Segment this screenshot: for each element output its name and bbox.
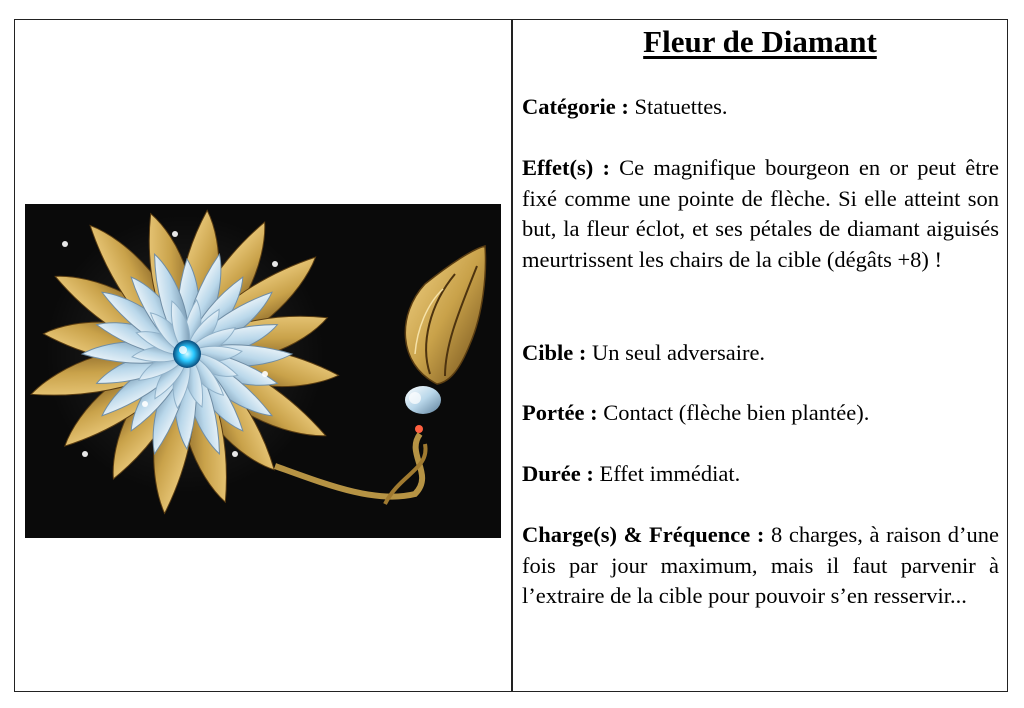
sparkle [172, 231, 178, 237]
field-label: Cible : [522, 340, 587, 365]
image-panel [15, 20, 511, 691]
field-value: 8 charges, à raison d’une fois par jour maximum, mais il faut parvenir à l’extraire de la cible pour pouvoir s’en resservir... [522, 522, 999, 608]
field-portee [522, 398, 999, 429]
field-label: Effet(s) : [522, 155, 610, 180]
field-charges [522, 520, 999, 612]
field-categorie [522, 92, 999, 123]
sparkle [142, 401, 148, 407]
field-label: Charge(s) & Fréquence : [522, 522, 765, 547]
sparkle [232, 451, 238, 457]
field-value: Ce magnifique bourgeon en or peut être fixé comme une pointe de flèche. Si elle atteint son but, la fleur éclot, et ses pétales de diamant aiguisés meurtrissent les chairs de la cible (dégâts +8) ! [522, 155, 999, 272]
item-card [14, 19, 1008, 692]
field-value: Un seul adversaire. [592, 340, 766, 365]
sparkle [82, 451, 88, 457]
field-label: Durée : [522, 461, 594, 486]
card-title: Fleur de Diamant [643, 24, 877, 59]
description-panel [513, 20, 1007, 691]
diamond-flower-illustration [25, 204, 501, 538]
sparkle [272, 261, 278, 267]
blue-gem-center [173, 340, 201, 368]
sparkle [62, 241, 68, 247]
field-label: Portée : [522, 400, 598, 425]
field-cible [522, 338, 999, 369]
sparkle [262, 371, 268, 377]
field-label: Catégorie : [522, 94, 629, 119]
field-value: Statuettes. [634, 94, 728, 119]
field-value: Contact (flèche bien plantée). [603, 400, 870, 425]
field-value: Effet immédiat. [599, 461, 741, 486]
diamond-flower-artwork [25, 204, 501, 538]
field-effets [522, 153, 999, 275]
field-duree [522, 459, 999, 490]
